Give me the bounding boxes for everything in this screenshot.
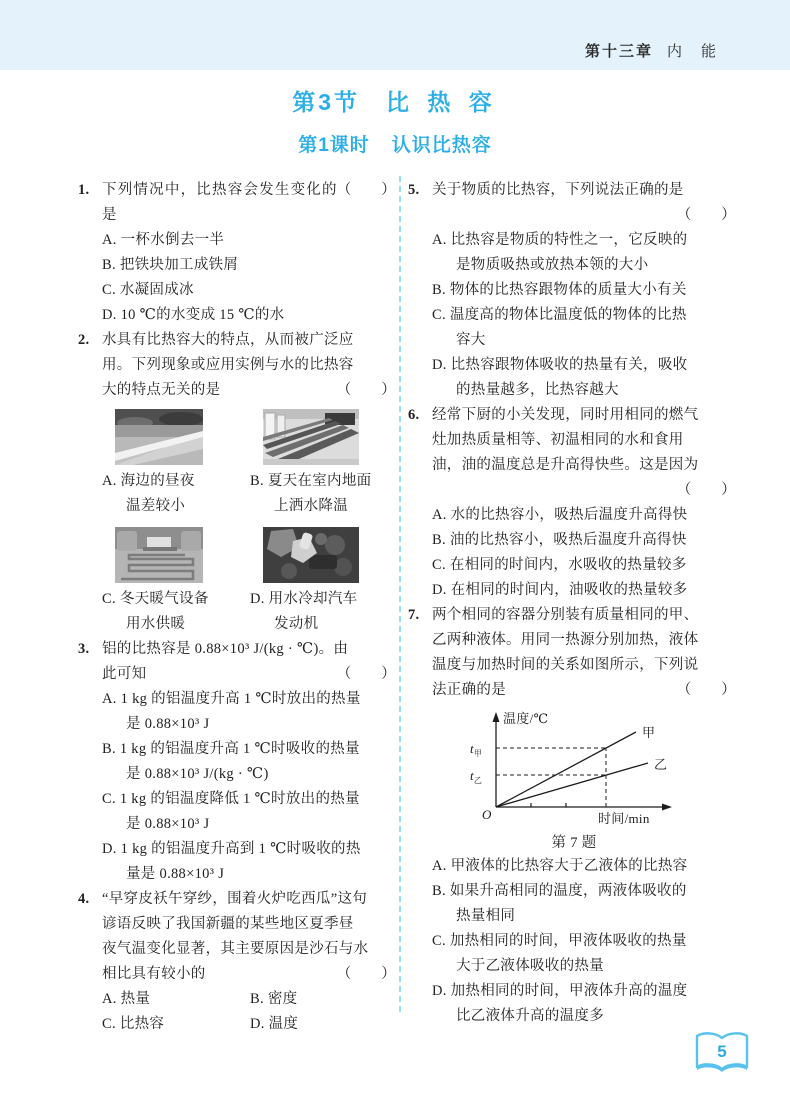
option-c: C. 加热相同的时间，甲液体吸收的热量	[432, 933, 687, 949]
question-number: 1.	[78, 182, 90, 198]
figure-caption: 用水供暖	[126, 616, 186, 632]
option-a: A. 甲液体的比热容大于乙液体的比热容	[432, 858, 688, 874]
option-d: D. 10 ℃的水变成 15 ℃的水	[102, 307, 285, 323]
y-axis-label: 温度/℃	[503, 711, 549, 726]
option-a-cont: 是 0.88×10³ J	[126, 716, 210, 732]
option-d-cont: 量是 0.88×10³ J	[126, 866, 225, 882]
option-c: C. 比热容	[102, 1016, 165, 1032]
t-jia-label	[470, 741, 482, 758]
origin-label: O	[482, 807, 492, 822]
option-d-cont: 比乙液体升高的温度多	[456, 1008, 604, 1024]
chapter-heading	[585, 40, 718, 61]
answer-bracket: （ ）	[676, 682, 736, 698]
question-7	[408, 603, 736, 1029]
option-b: B. 如果升高相同的温度，两液体吸收的	[432, 883, 687, 899]
section-number: 第3节	[292, 89, 360, 115]
question-stem: 此可知	[102, 666, 147, 682]
figure-caption: A. 海边的昼夜	[102, 473, 195, 489]
question-number: 7.	[408, 607, 420, 623]
x-axis-label: 时间/min	[598, 811, 650, 826]
option-c-cont: 大于乙液体吸收的热量	[456, 958, 604, 974]
option-b: B. 物体的比热容跟物体的质量大小有关	[432, 282, 687, 298]
t-symbol: t	[470, 768, 474, 783]
answer-bracket: （ ）	[336, 966, 396, 982]
option-d: D. 加热相同的时间，甲液体升高的温度	[432, 983, 688, 999]
section-name: 比 热 容	[386, 89, 498, 115]
option-d-cont: 的热量越多，比热容越大	[456, 382, 619, 398]
left-column	[78, 178, 396, 1037]
answer-bracket: （ ）	[336, 382, 396, 398]
option-a: A. 1 kg 的铝温度升高 1 ℃时放出的热量	[102, 691, 361, 707]
figure-caption: B. 夏天在室内地面	[250, 473, 372, 489]
question-number: 5.	[408, 182, 420, 198]
option-d: D. 在相同的时间内，油吸收的热量较多	[432, 582, 688, 598]
floor-heating-photo	[115, 527, 203, 583]
option-b: B. 1 kg 的铝温度升高 1 ℃时吸收的热量	[102, 741, 360, 757]
option-c: C. 水凝固成冰	[102, 282, 194, 298]
answer-bracket: （ ）	[676, 482, 736, 498]
option-d: D. 温度	[250, 1016, 299, 1032]
figure-caption: 发动机	[274, 616, 319, 632]
line-chart	[456, 707, 692, 827]
line-jia-label: 甲	[642, 725, 656, 740]
line-yi-label: 乙	[654, 757, 668, 772]
figure-caption: 上洒水降温	[274, 498, 348, 514]
open-book-icon	[692, 1030, 752, 1080]
option-c: C. 温度高的物体比温度低的物体的比热	[432, 307, 687, 323]
figure-option-c	[102, 525, 250, 637]
question-stem: 乙两种液体。用同一热源分别加热，液体	[432, 632, 699, 648]
answer-bracket: （ ）	[336, 182, 396, 198]
question-2	[78, 328, 396, 637]
column-divider	[399, 176, 401, 1012]
classroom-photo	[263, 409, 359, 465]
question-stem: 夜气温变化显著，其主要原因是沙石与水	[102, 941, 369, 957]
option-d: D. 1 kg 的铝温度升高到 1 ℃时吸收的热	[102, 841, 361, 857]
figure-caption: 温差较小	[126, 498, 186, 514]
option-figure-grid	[102, 407, 396, 637]
lesson-title	[0, 130, 790, 157]
question-number: 2.	[78, 332, 90, 348]
option-b-cont: 是 0.88×10³ J/(kg · ℃)	[126, 766, 269, 782]
question-stem: 铝的比热容是 0.88×10³ J/(kg · ℃)。由	[102, 641, 349, 657]
chapter-title: 内 能	[666, 43, 718, 60]
right-column	[408, 178, 736, 1029]
option-b-cont: 热量相同	[456, 908, 516, 924]
question-6	[408, 403, 736, 603]
question-stem: 关于物质的比热容，下列说法正确的是	[432, 182, 684, 198]
option-d: D. 比热容跟物体吸收的热量有关，吸收	[432, 357, 688, 373]
question-stem: 经常下厨的小关发现，同时用相同的燃气	[432, 407, 699, 423]
question-3	[78, 637, 396, 887]
beach-photo	[115, 409, 203, 465]
chapter-header-band	[0, 0, 790, 70]
option-a: A. 一杯水倒去一半	[102, 232, 225, 248]
figure-caption: D. 用水冷却汽车	[250, 591, 358, 607]
question-stem: 两个相同的容器分别装有质量相同的甲、	[432, 607, 699, 623]
option-b: B. 把铁块加工成铁屑	[102, 257, 239, 273]
question-5	[408, 178, 736, 403]
question-stem: 灶加热质量相等、初温相同的水和食用	[432, 432, 684, 448]
question-number: 6.	[408, 407, 420, 423]
option-a: A. 水的比热容小，吸热后温度升高得快	[432, 507, 688, 523]
question-1	[78, 178, 396, 328]
question-number: 4.	[78, 891, 90, 907]
page-number-badge	[692, 1030, 752, 1080]
x-axis-arrow	[662, 804, 672, 811]
line-jia	[496, 732, 636, 807]
answer-bracket: （ ）	[676, 207, 736, 223]
t-jia-subscript: 甲	[473, 749, 483, 758]
question-stem: “早穿皮袄午穿纱，围着火炉吃西瓜”这句	[102, 891, 368, 907]
figure-option-d	[250, 525, 396, 637]
page-number: 5	[717, 1042, 727, 1061]
t-yi-label	[470, 768, 482, 785]
chapter-number: 第十三章	[584, 43, 653, 60]
question-stem: 水具有比热容大的特点，从而被广泛应	[102, 332, 354, 348]
option-a-cont: 是物质吸热或放热本领的大小	[456, 257, 649, 273]
temperature-time-graph	[456, 707, 692, 854]
t-yi-subscript: 乙	[473, 776, 483, 785]
question-stem: 大的特点无关的是	[102, 382, 221, 398]
question-stem: 温度与加热时间的关系如图所示，下列说	[432, 657, 699, 673]
question-stem: 下列情况中，比热容会发生变化的是	[102, 182, 337, 223]
figure-option-b	[250, 407, 396, 519]
question-number: 3.	[78, 641, 90, 657]
option-a: A. 热量	[102, 991, 151, 1007]
question-stem: 油，油的温度总是升高得快些。这是因为	[432, 457, 699, 473]
question-4	[78, 887, 396, 1037]
option-c-cont: 容大	[456, 332, 486, 348]
y-axis-arrow	[493, 712, 500, 722]
option-c: C. 1 kg 的铝温度降低 1 ℃时放出的热量	[102, 791, 360, 807]
section-title	[0, 84, 790, 117]
question-stem: 用。下列现象或应用实例与水的比热容	[102, 357, 354, 373]
option-b: B. 油的比热容小，吸热后温度升高得快	[432, 532, 687, 548]
t-symbol: t	[470, 741, 474, 756]
figure-option-a	[102, 407, 250, 519]
figure-caption: 第 7 题	[551, 835, 597, 851]
question-stem: 谚语反映了我国新疆的某些地区夏季昼	[102, 916, 354, 932]
question-stem: 法正确的是	[432, 682, 506, 698]
option-c: C. 在相同的时间内，水吸收的热量较多	[432, 557, 687, 573]
lesson-name: 认识比热容	[391, 135, 492, 156]
lesson-number: 第1课时	[298, 135, 370, 156]
option-a: A. 比热容是物质的特性之一，它反映的	[432, 232, 688, 248]
car-engine-photo	[263, 527, 359, 583]
line-yi	[496, 763, 648, 807]
answer-bracket: （ ）	[336, 666, 396, 682]
option-b: B. 密度	[250, 991, 298, 1007]
figure-caption: C. 冬天暖气设备	[102, 591, 209, 607]
question-stem: 相比具有较小的	[102, 966, 206, 982]
option-c-cont: 是 0.88×10³ J	[126, 816, 210, 832]
